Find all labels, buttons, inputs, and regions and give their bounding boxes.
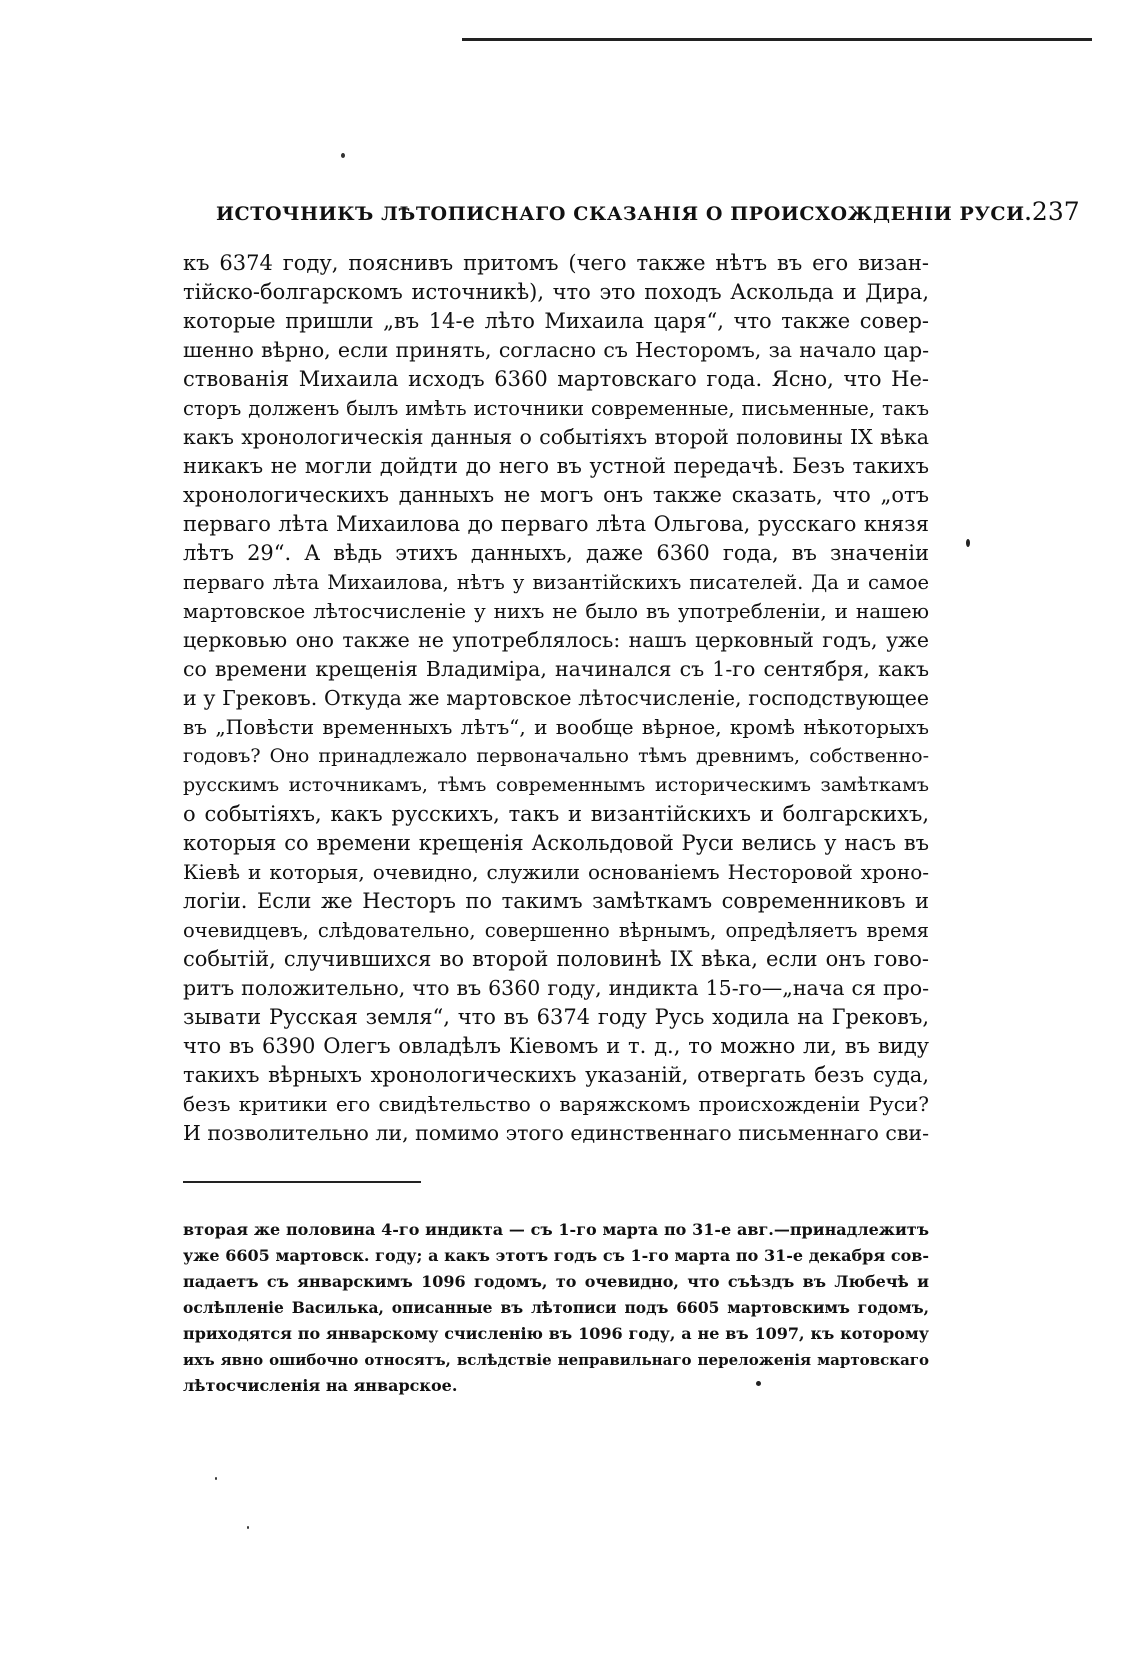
footnote bbox=[183, 1217, 929, 1399]
text-line: зывати Русская земля“, что въ 6374 году Русь ходила на Грековъ, bbox=[183, 1005, 929, 1029]
page-header bbox=[216, 197, 1080, 226]
footnote-separator bbox=[183, 1181, 421, 1183]
text-line: къ 6374 году, пояснивъ притомъ (чего также нѣтъ въ его визан- bbox=[183, 251, 929, 275]
text-line: тійско-болгарскомъ источникѣ), что это походъ Аскольда и Дира, bbox=[183, 280, 929, 304]
text-line: Кіевѣ и которыя, очевидно, служили основаніемъ Несторовой хроно- bbox=[183, 860, 929, 884]
text-line: перваго лѣта Михаилова до перваго лѣта Ольгова, русскаго князя bbox=[183, 512, 929, 536]
text-line: перваго лѣта Михаилова, нѣтъ у византійскихъ писателей. Да и самое bbox=[183, 571, 929, 594]
text-line: очевидцевъ, слѣдовательно, совершенно вѣрнымъ, опредѣляетъ время bbox=[183, 919, 929, 942]
text-line: церковью оно также не употреблялось: нашъ церковный годъ, уже bbox=[183, 628, 929, 652]
text-line: которые пришли „въ 14-е лѣто Михаила царя“, что также совер- bbox=[183, 309, 929, 333]
text-line: такихъ вѣрныхъ хронологическихъ указаній, отвергать безъ суда, bbox=[183, 1063, 929, 1087]
text-line: событій, случившихся во второй половинѣ IX вѣка, если онъ гово- bbox=[183, 947, 929, 971]
text-line: никакъ не могли дойдти до него въ устной передачѣ. Безъ такихъ bbox=[183, 454, 929, 478]
text-line: которыя со времени крещенія Аскольдовой Руси велись у насъ въ bbox=[183, 831, 929, 855]
stray-ink-mark bbox=[247, 1526, 249, 1529]
footnote-line: ихъ явно ошибочно относятъ, вслѣдствіе неправильнаго переложенія мартовскаго bbox=[183, 1351, 929, 1369]
stray-ink-mark bbox=[215, 1477, 217, 1480]
stray-ink-mark bbox=[341, 153, 345, 158]
text-line: логіи. Если же Несторъ по такимъ замѣткамъ современниковъ и bbox=[183, 889, 929, 913]
text-line: сторъ долженъ былъ имѣть источники современные, письменные, такъ bbox=[183, 397, 929, 420]
text-line: ритъ положительно, что въ 6360 году, индикта 15-го—„нача ся про- bbox=[183, 976, 929, 1000]
footnote-line: вторая же половина 4-го индикта — съ 1-го марта по 31-е авг.—принадлежитъ bbox=[183, 1220, 929, 1239]
text-line: ствованія Михаила исходъ 6360 мартовскаго года. Ясно, что Не- bbox=[183, 367, 929, 391]
text-line: и у Грековъ. Откуда же мартовское лѣтосчисленіе, господствующее bbox=[183, 686, 929, 710]
page-number: 237 bbox=[1031, 197, 1080, 226]
text-line: о событіяхъ, какъ русскихъ, такъ и византійскихъ и болгарскихъ, bbox=[183, 802, 929, 826]
footnote-line: падаетъ съ январскимъ 1096 годомъ, то очевидно, что съѣздъ въ Любечѣ и bbox=[183, 1272, 929, 1291]
text-line: русскимъ источникамъ, тѣмъ современнымъ историческимъ замѣткамъ bbox=[183, 774, 929, 796]
text-line: хронологическихъ данныхъ не могъ онъ также сказать, что „отъ bbox=[183, 483, 929, 507]
text-line: шенно вѣрно, если принять, согласно съ Несторомъ, за начало цар- bbox=[183, 338, 929, 362]
text-line: годовъ? Оно принадлежало первоначально тѣмъ древнимъ, собственно- bbox=[183, 745, 929, 767]
text-line: И позволительно ли, помимо этого единственнаго письменнаго сви- bbox=[183, 1121, 929, 1145]
text-line: что въ 6390 Олегъ овладѣлъ Кіевомъ и т. д., то можно ли, въ виду bbox=[183, 1034, 929, 1058]
running-title: ИСТОЧНИКЪ ЛѢТОПИСНАГО СКАЗАНІЯ О ПРОИСХОЖДЕНІИ РУСИ. bbox=[216, 203, 1032, 225]
text-line: со времени крещенія Владиміра, начинался съ 1-го сентября, какъ bbox=[183, 657, 929, 681]
footnote-line: уже 6605 мартовск. году; а какъ этотъ годъ съ 1-го марта по 31-е декабря сов- bbox=[183, 1246, 929, 1265]
footnote-line: лѣтосчисленія на январское. bbox=[183, 1376, 458, 1395]
footnote-line: ослѣпленіе Василька, описанные въ лѣтописи подъ 6605 мартовскимъ годомъ, bbox=[183, 1298, 929, 1317]
text-line: какъ хронологическія данныя о событіяхъ второй половины IX вѣка bbox=[183, 425, 929, 449]
margin-ink-mark bbox=[966, 539, 970, 547]
main-body-text bbox=[183, 249, 929, 1148]
top-border-rule bbox=[462, 38, 1092, 41]
footnote-line: приходятся по январскому счисленію въ 1096 году, а не въ 1097, къ которому bbox=[183, 1324, 929, 1343]
text-line: мартовское лѣтосчисленіе у нихъ не было въ употребленіи, и нашею bbox=[183, 599, 929, 623]
footnote-ink-mark bbox=[756, 1381, 761, 1386]
text-line: лѣтъ 29“. А вѣдь этихъ данныхъ, даже 6360 года, въ значеніи bbox=[183, 541, 929, 565]
text-line: въ „Повѣсти временныхъ лѣтъ“, и вообще вѣрное, кромѣ нѣкоторыхъ bbox=[183, 715, 929, 739]
text-line: безъ критики его свидѣтельство о варяжскомъ происхожденіи Руси? bbox=[183, 1092, 929, 1116]
